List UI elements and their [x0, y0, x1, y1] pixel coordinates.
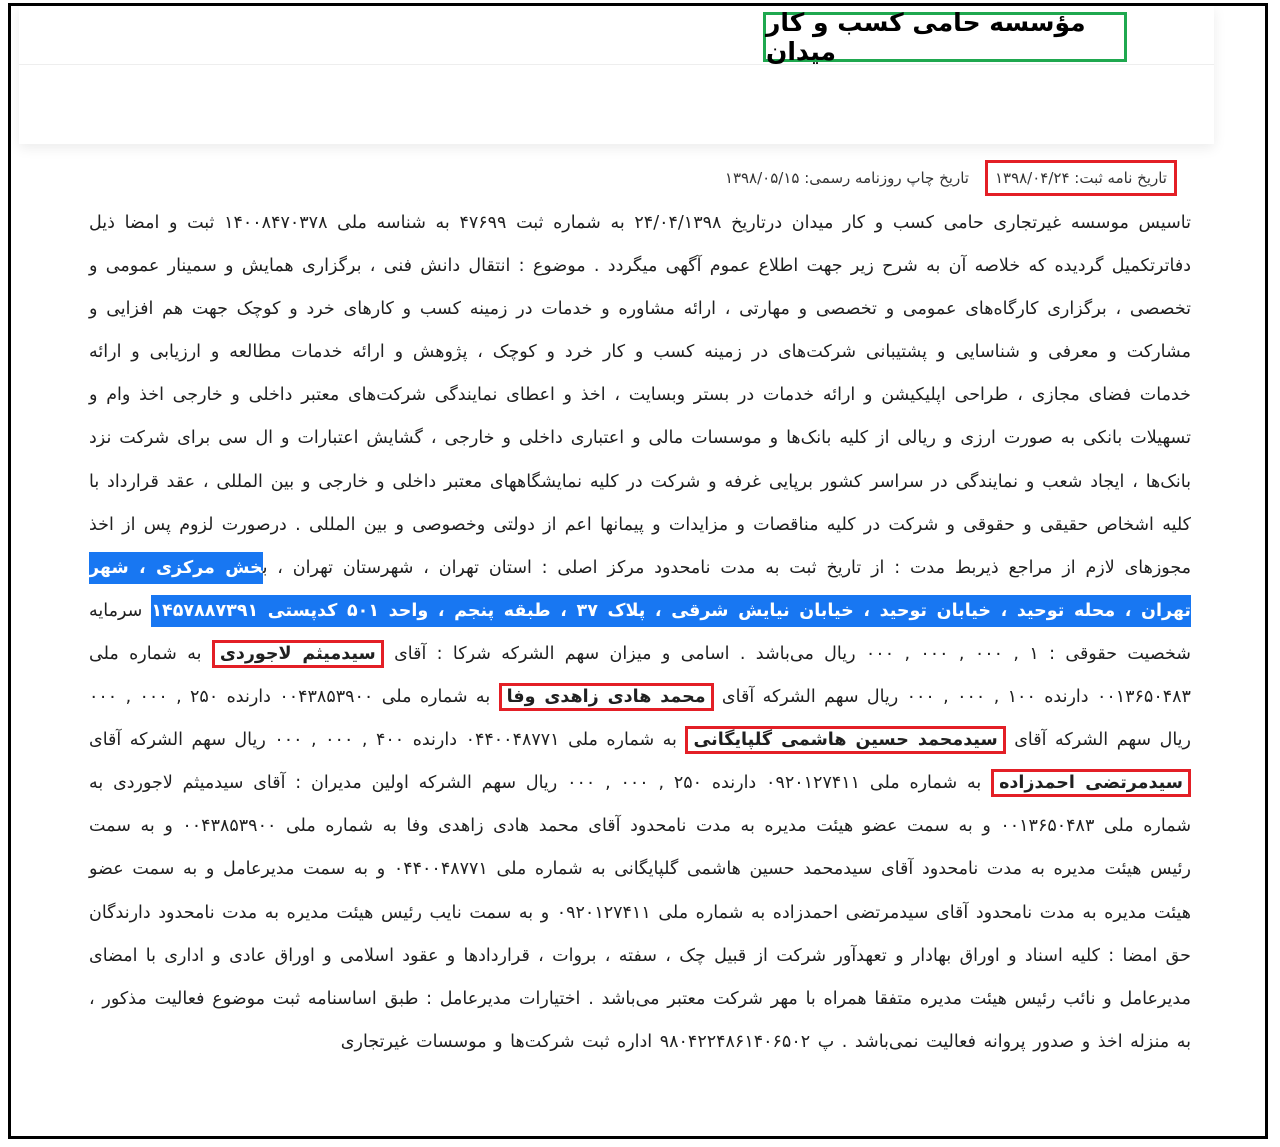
- partner-name-1: سیدمیثم لاجوردی: [212, 640, 384, 668]
- registration-date-box: [985, 160, 1177, 196]
- company-title-text: مؤسسه حامی کسب و کار میدان: [766, 8, 1086, 66]
- notice-body: [89, 202, 1191, 1064]
- print-date-value: ۱۳۹۸/۰۵/۱۵: [724, 169, 800, 187]
- registration-date-label: تاریخ نامه ثبت:: [1074, 169, 1167, 187]
- address-highlight: خش مرکزی ، شهر تهران ، محله توحید ، خیابان توحید ، خیابان نیایش شرقی ، پلاک ۳۷ ، طبقه پنجم ، واحد ۵۰۱ کدپستی ۱۴۵۷۸۸۷۳۹۱: [89, 552, 1191, 627]
- date-line: [725, 160, 1177, 196]
- notice-intro: تاسیس موسسه غیرتجاری حامی کسب و کار میدان درتاریخ ۲۴/۰۴/۱۳۹۸ به شماره ثبت ۴۷۶۹۹ به شناسه ملی ۱۴۰۰۸۴۷۰۳۷۸ ثبت و امضا ذیل دفاترتکمیل گردیده که خلاصه آن به شرح زیر جهت اطلاع عموم آگهی میگردد . موضوع : انتقال دانش فنی ، برگزاری همایش و سمینار عمومی و تخصصی ، برگزاری کارگاه‌های عمومی و تخصصی و مهارتی ، ارائه مشاوره و خدمات در زمینه کسب و کارهای خرد و کوچک جهت هم افزایی و مشارکت و معرفی و شناسایی و پشتیبانی شرکت‌های در زمینه کسب و کار خرد و کوچک ، پژوهش و ارائه خدمات مطالعه و ارزیابی و ارائه خدمات فضای مجازی ، طراحی اپلیکیشن و ارائه خدمات در بستر وبسایت ، اخذ و اعطای نمایندگی شرکت‌های معتبر داخلی و خارجی اخذ وام و تسهیلات بانکی به صورت ارزی و ریالی از کلیه بانک‌ها و موسسات مالی و اعتباری داخلی و خارجی ، گشایش اعتبارات و ال سی برای شرکت نزد بانک‌ها ، ایجاد شعب و نمایندگی در سراسر کشور برپایی غرفه و شرکت در کلیه نمایشگاههای معتبر داخلی و خارجی و بین المللی ، عقد قرارداد با کلیه اشخاص حقیقی و حقوقی و شرکت در کلیه مناقصات و مزایدات و پیمانها اعم از دولتی وخصوصی و بین المللی . درصورت لزوم پس از اخذ مجوزهای لازم از مراجع ذیربط مدت : از تاریخ ثبت به مدت نامحدود مرکز اصلی : استان تهران ، شهرستان تهران ، ب: [89, 213, 1191, 578]
- partner-name-3: سیدمحمد حسین هاشمی گلپایگانی: [685, 726, 1005, 754]
- partner-name-4: سیدمرتضی احمدزاده: [991, 769, 1191, 797]
- partner-name-2: محمد هادی زاهدی وفا: [499, 683, 714, 711]
- capital-and-partners: سرمایه شخصیت حقوقی : ۱ , ۰۰۰ , ۰۰۰ , ۰۰۰ ریال می‌باشد . اسامی و میزان سهم الشرکه شرکا : آقای: [89, 600, 1191, 664]
- print-date-label: تاریخ چاپ روزنامه رسمی:: [804, 169, 969, 187]
- document-frame: [8, 3, 1268, 1139]
- partner-1-share: به شماره ملی ۰۰۱۳۶۵۰۴۸۳ دارنده ۱۰۰ , ۰۰۰ , ۰۰۰ ریال سهم الشرکه آقای: [89, 643, 1191, 708]
- partner-2-share: به شماره ملی ۰۰۴۳۸۵۳۹۰۰ دارنده ۲۵۰ , ۰۰۰ , ۰۰۰ ریال سهم الشرکه آقای: [89, 687, 1191, 751]
- company-title: [763, 8, 1127, 66]
- registration-date-value: ۱۳۹۸/۰۴/۲۴: [994, 169, 1070, 187]
- print-date: [725, 169, 969, 187]
- directors-and-signatories: به شماره ملی ۰۹۲۰۱۲۷۴۱۱ دارنده ۲۵۰ , ۰۰۰ , ۰۰۰ ریال سهم الشرکه اولین مدیران : آقای سیدمیثم لاجوردی به شماره ملی ۰۰۱۳۶۵۰۴۸۳ و به سمت عضو هیئت مدیره به مدت نامحدود آقای محمد هادی زاهدی وفا به شماره ملی ۰۰۴۳۸۵۳۹۰۰ و به سمت رئیس هیئت مدیره به مدت نامحدود آقای سیدمحمد حسین هاشمی گلپایگانی به شماره ملی ۰۴۴۰۰۴۸۷۷۱ و به سمت مدیرعامل و به سمت عضو هیئت مدیره به مدت نامحدود آقای سیدمرتضی احمدزاده به شماره ملی ۰۹۲۰۱۲۷۴۱۱ و به سمت نایب رئیس هیئت مدیره به مدت نامحدود دارندگان حق امضا : کلیه اسناد و اوراق بهادار و تعهدآور شرکت از قبیل چک ، سفته ، بروات ، قراردادها و عقود اسلامی و اوراق عادی و اداری با امضای مدیرعامل و نائب رئیس هیئت مدیره متفقا همراه با مهر شرکت معتبر می‌باشد . اختیارات مدیرعامل : طبق اساسنامه ثبت موضوع فعالیت مذکور ، به منزله اخذ و صدور پروانه فعالیت نمی‌باشد . پ ۹۸۰۴۲۲۴۸۶۱۴۰۶۵۰۲ اداره ثبت شرکت‌ها و موسسات غیرتجاری: [89, 773, 1192, 1052]
- partner-3-share: به شماره ملی ۰۴۴۰۰۴۸۷۷۱ دارنده ۴۰۰ , ۰۰۰ , ۰۰۰ ریال سهم الشرکه آقای: [89, 730, 686, 751]
